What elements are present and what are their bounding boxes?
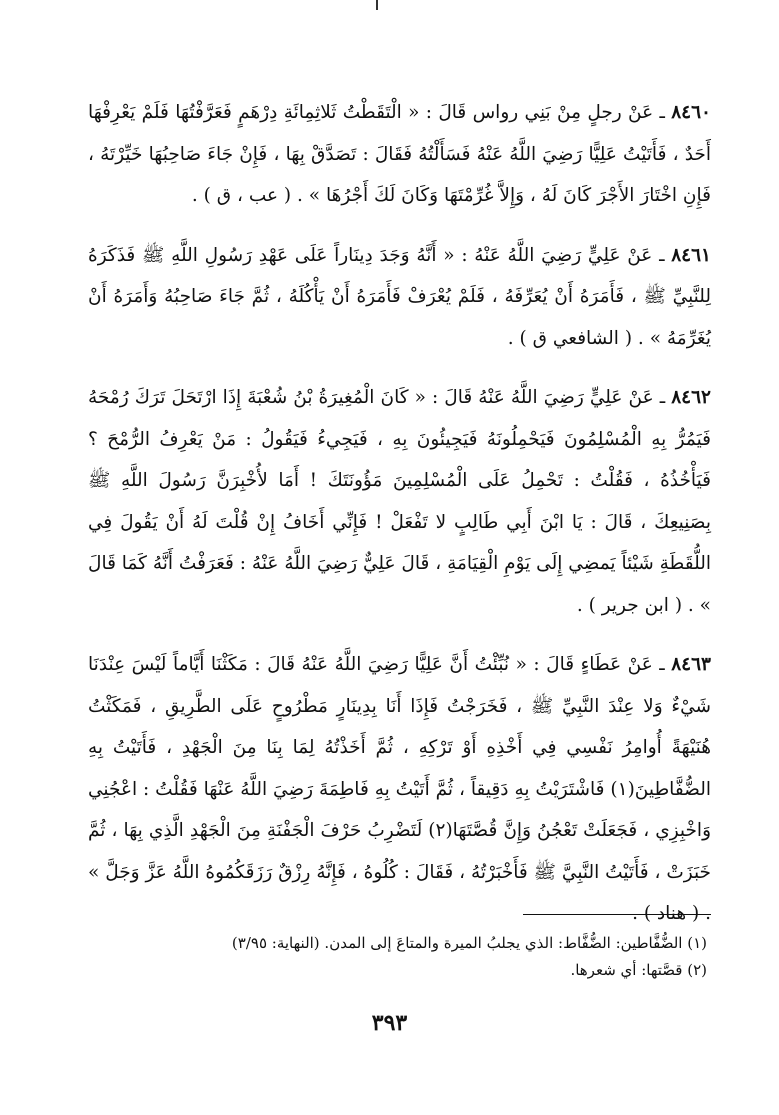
hadith-text: عَنْ عَطَاءٍ قَالَ : « نُبِّئْتُ أَنَّ عَلِيًّا رَضِيَ اللَّهُ عَنْهُ قَالَ : مَكَثْنَا أَيَّاماً لَيْسَ عِنْدَنَا شَيْءٌ وَلا عِنْدَ النَّبِيِّ ﷺ ، فَخَرَجْتُ فَإِذَا أَنَا بِدِينَارٍ مَطْرُوحٍ عَلَى الطَّرِيقِ ، فَمَكَثْتُ هُنَيْهَةً أُوامِرُ نَفْسِي فِي أَخْذِهِ أَوْ تَرْكِهِ ، ثُمَّ أَخَذْتُهُ لِمَا بِنَا مِنَ الْجَهْدِ ، فَأَتَيْتُ بِهِ الضُّفَّاطِينَ(١) فَاشْتَرَيْتُ بِهِ دَقِيقاً ، ثُمَّ أَتَيْتُ بِهِ فَاطِمَةَ رَضِيَ اللَّهُ عَنْهَا فَقُلْتُ : اعْجُنِي وَاخْبِزِي ، فَجَعَلَتْ تَعْجُنُ وَإِنَّ قُصَّتَهَا(٢) لَتَضْرِبُ حَرْفَ الْجَفْنَةِ مِنَ الْجَهْدِ الَّذِي بِهَا ، ثُمَّ خَبَزَتْ ، فَأَتَيْتُ النَّبِيَّ ﷺ فَأَخْبَرْتُهُ ، فَقَالَ : كُلُوهُ ، فَإِنَّهُ رِزْقٌ رَزَقَكُمُوهُ اللَّهُ عَزَّ وَجَلَّ » . ( هناد ) . [88,654,712,924]
hadith-text: عَنْ عَلِيٍّ رَضِيَ اللَّهُ عَنْهُ قَالَ : « كَانَ الْمُغِيرَةُ بْنُ شُعْبَةَ إِذَا ارْتَحَلَ تَرَكَ رُمْحَهُ فَيَمُرُّ بِهِ الْمُسْلِمُونَ فَيَحْمِلُونَهُ فَيَجِيئُونَ بِهِ ، فَيَجِيءُ فَيَقُولُ : مَنْ يَعْرِفُ الرُّمْحَ ؟ فَيَأْخُذُهُ ، فَقُلْتُ : تَحْمِلُ عَلَى الْمُسْلِمِينَ مَؤُونَتَكَ ! أَمَا لأُخْبِرَنَّ رَسُولَ اللَّهِ ﷺ بِصَنِيعِكَ ، قَالَ : يَا ابْنَ أَبِي طَالِبٍ لا تَفْعَلْ ! فَإِنِّي أَخَافُ إِنْ قُلْتَ لَهُ أَنْ يَقُولَ فِي اللُّقَطَةِ شَيْئاً يَمضِي إِلَى يَوْمِ الْقِيَامَةِ ، قَالَ عَلِيٌّ رَضِيَ اللَّهُ عَنْهُ : فَعَرَفْتُ أَنَّهُ كَمَا قَالَ » . ( ابن جرير ) . [88,387,711,616]
hadith-list [88,92,711,953]
footnote-divider [523,914,711,915]
hadith-text: عَنْ عَلِيٍّ رَضِيَ اللَّهُ عَنْهُ : « أَنَّهُ وَجَدَ دِينَاراً عَلَى عَهْدِ رَسُولِ اللَّهِ ﷺ فَذَكَرَهُ لِلنَّبِيِّ ﷺ ، فَأَمَرَهُ أَنْ يُعَرِّفَهُ ، فَلَمْ يُعْرَفْ فَأَمَرَهُ أَنْ يَأْكُلَهُ ، ثُمَّ جَاءَ صَاحِبُهُ وَأَمَرَهُ أَنْ يُغَرِّمَهُ » . ( الشافعي ق ) . [88,244,711,349]
top-crop-mark [376,0,378,10]
hadith-entry [88,377,711,626]
hadith-entry [88,92,711,217]
footnote: (٢) قصَّتها: أي شعرها. [570,961,707,979]
page-number: ٣٩٣ [371,1010,408,1036]
hadith-number: ٨٤٦٣ [671,654,711,675]
hadith-number: ٨٤٦١ [671,244,711,266]
hadith-entry [88,235,711,360]
dash: ـ [652,244,665,266]
hadith-number: ٨٤٦٢ [671,387,711,408]
footnote: (١) الضُّفَّاطين: الضُّفَّاط: الذي يجلبُ الميرة والمتاعَ إلى المدن. (النهاية: ٣/٩٥) [231,934,707,952]
hadith-entry [88,644,711,935]
dash: ـ [653,387,666,408]
dash: ـ [653,102,665,123]
dash: ـ [652,654,665,675]
footnotes [88,930,707,984]
hadith-text: عَنْ رجلٍ مِنْ بَنِي رواس قَالَ : « الْتَقَطْتُ ثَلاثِمِائَةِ دِرْهَمٍ فَعَرَّفْتُهَا فَلَمْ يَعْرِفْهَا أَحَدٌ ، فَأَتَيْتُ عَلِيًّا رَضِيَ اللَّهُ عَنْهُ فَسَأَلْتُهُ فَقَالَ : تَصَدَّقْ بِهَا ، فَإِنْ جَاءَ صَاحِبُهَا خَيِّرْتَهُ ، فَإِنِ اخْتَارَ الأَجْرَ كَانَ لَهُ ، وَإِلاَّ غُرِّمْتَهَا وَكَانَ لَكَ أَجْرُهَا » . ( عب ، ق ) . [88,102,711,206]
hadith-number: ٨٤٦٠ [671,102,711,123]
